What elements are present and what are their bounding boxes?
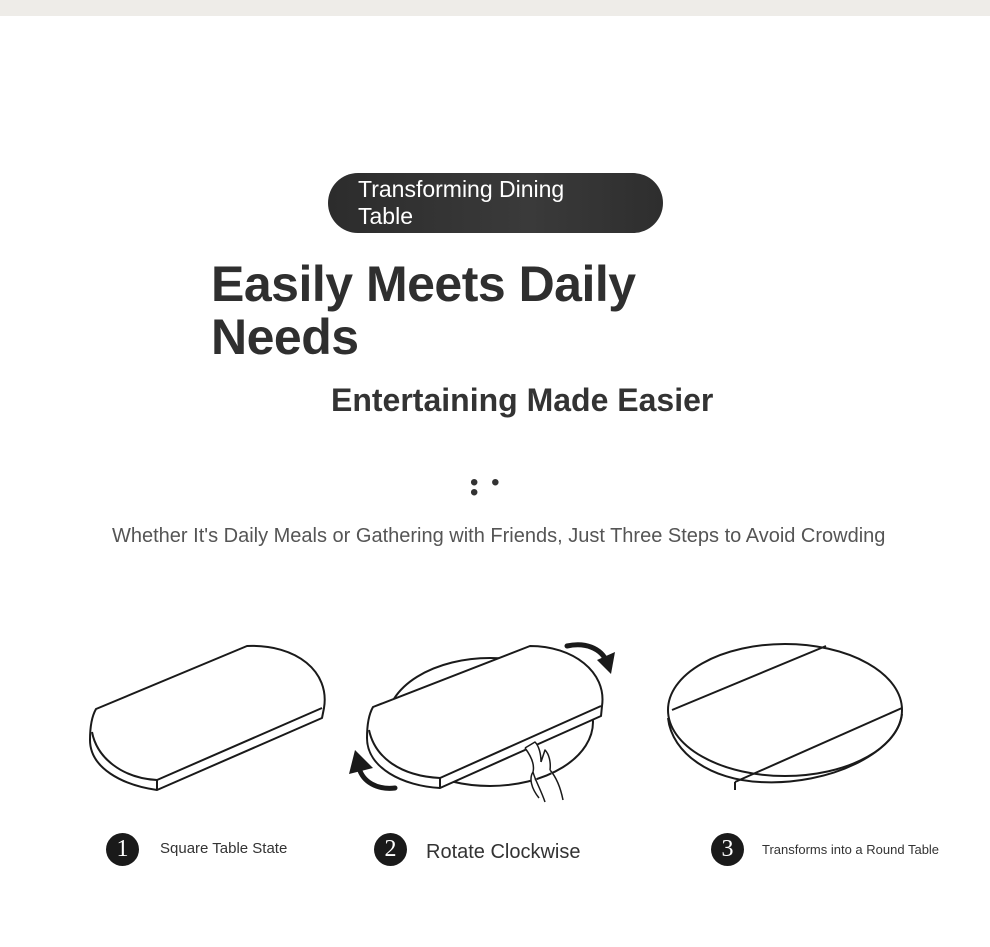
- category-badge-text: Transforming Dining Table: [358, 176, 565, 229]
- dots-separator: • • •: [470, 469, 503, 506]
- square-table-illustration: [82, 630, 332, 805]
- top-bar: [0, 0, 990, 16]
- page-headline: Easily Meets Daily Needs: [211, 256, 636, 365]
- step-number-1: 1: [106, 833, 139, 866]
- step-label-round-table: Transforms into a Round Table: [762, 842, 940, 857]
- category-badge: [328, 173, 663, 233]
- step-number-2: 2: [374, 833, 407, 866]
- step-label-rotate-clockwise: Rotate Clockwise: [426, 841, 581, 863]
- page-tagline: Whether It's Daily Meals or Gathering with Friends, Just Three Steps to Avoid Crowding: [112, 525, 886, 547]
- rotate-table-illustration: [345, 630, 625, 810]
- round-table-illustration: [660, 630, 910, 805]
- page-subheadline: Entertaining Made Easier: [331, 382, 714, 418]
- step-label-square-table: Square Table State: [160, 840, 288, 857]
- step-number-3: 3: [711, 833, 744, 866]
